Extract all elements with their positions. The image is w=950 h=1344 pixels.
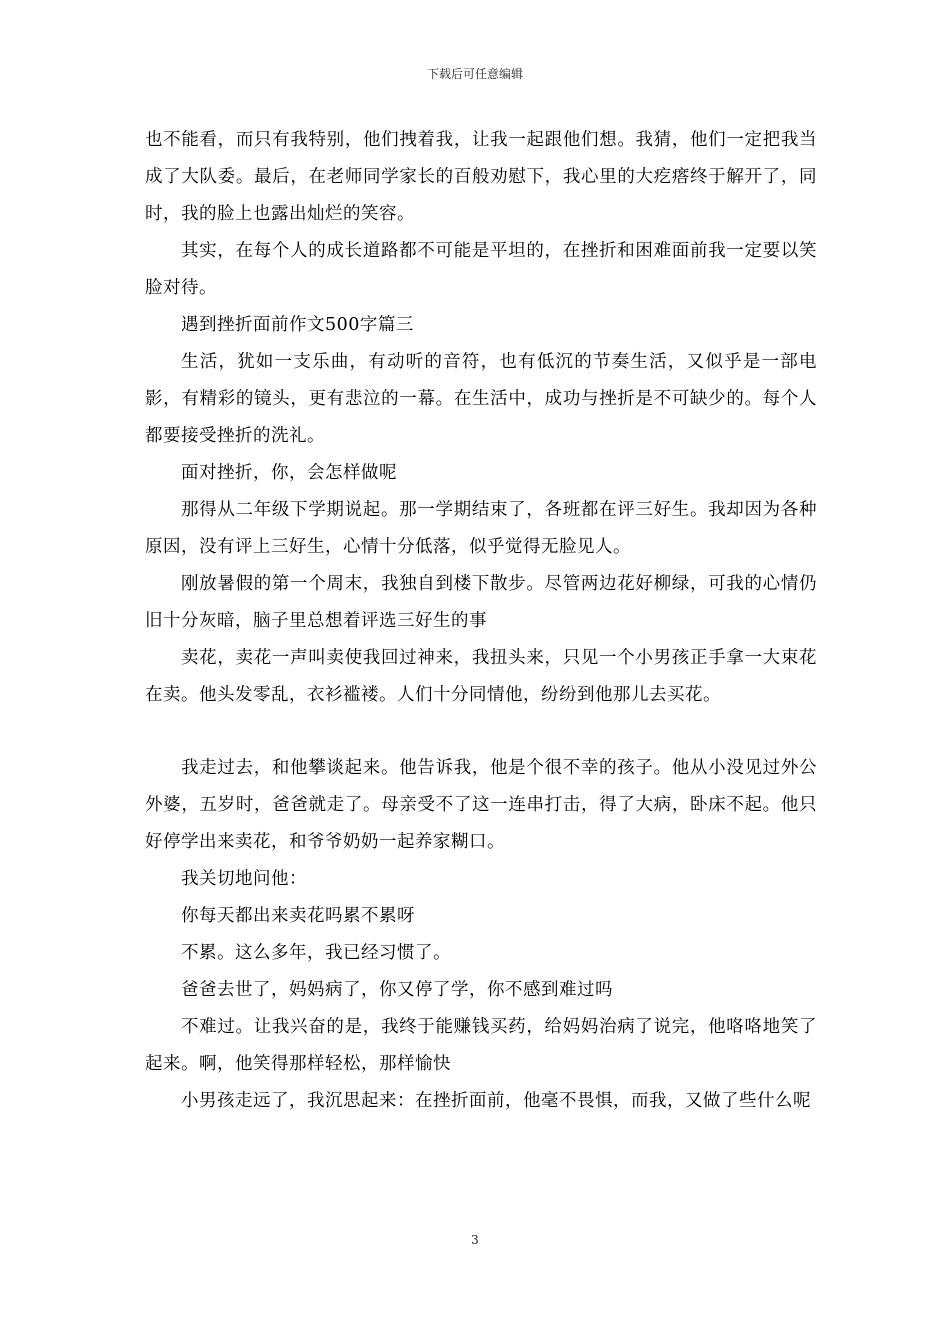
paragraph-2: 其实，在每个人的成长道路都不可能是平坦的，在挫折和困难面前我一定要以笑脸对待。 — [145, 241, 817, 298]
page-number: 3 — [471, 1233, 479, 1247]
section-heading: 遇到挫折面前作文500字篇三 — [181, 315, 414, 335]
paragraph-14: 小男孩走远了，我沉思起来：在挫折面前，他毫不畏惧，而我，又做了些什么呢 — [181, 1091, 811, 1111]
paragraph-7: 卖花，卖花一声叫卖使我回过神来，我扭头来，只见一个小男孩正手拿一大束花在卖。他头发零乱，衣衫褴褛。人们十分同情他，纷纷到他那儿去买花。 — [145, 648, 817, 705]
paragraph-8: 我走过去，和他攀谈起来。他告诉我，他是个很不幸的孩子。他从小没见过外公外婆，五岁时，爸爸就走了。母亲受不了这一连串打击，得了大病，卧床不起。他只好停学出来卖花，和爷爷奶奶一起养家糊口。 — [145, 758, 817, 852]
paragraph-6: 刚放暑假的第一个周末，我独自到楼下散步。尽管两边花好柳绿，可我的心情仍旧十分灰暗，脑子里总想着评选三好生的事 — [145, 574, 817, 631]
document-body — [145, 122, 817, 1120]
paragraph-4: 面对挫折，你，会怎样做呢 — [181, 463, 397, 483]
paragraph-5: 那得从二年级下学期说起。那一学期结束了，各班都在评三好生。我却因为各种原因，没有评上三好生，心情十分低落，似乎觉得无脸见人。 — [145, 500, 817, 557]
page-header: 下载后可任意编辑 — [426, 67, 523, 81]
paragraph-11: 不累。这么多年，我已经习惯了。 — [181, 943, 451, 963]
paragraph-3: 生活，犹如一支乐曲，有动听的音符，也有低沉的节奏生活，又似乎是一部电影，有精彩的镜头，更有悲泣的一幕。在生活中，成功与挫折是不可缺少的。每个人都要接受挫折的洗礼。 — [145, 352, 817, 446]
paragraph-12: 爸爸去世了，妈妈病了，你又停了学，你不感到难过吗 — [181, 980, 613, 1000]
paragraph-spacer — [145, 714, 817, 750]
paragraph-1: 也不能看，而只有我特别，他们拽着我，让我一起跟他们想。我猜，他们一定把我当成了大队委。最后，在老师同学家长的百般劝慰下，我心里的大疙瘩终于解开了，同时，我的脸上也露出灿烂的笑容。 — [145, 130, 817, 224]
paragraph-10: 你每天都出来卖花吗累不累呀 — [181, 906, 415, 926]
paragraph-9: 我关切地问他： — [181, 869, 307, 889]
paragraph-13: 不难过。让我兴奋的是，我终于能赚钱买药，给妈妈治病了说完，他咯咯地笑了起来。啊，他笑得那样轻松，那样愉快 — [145, 1017, 817, 1074]
